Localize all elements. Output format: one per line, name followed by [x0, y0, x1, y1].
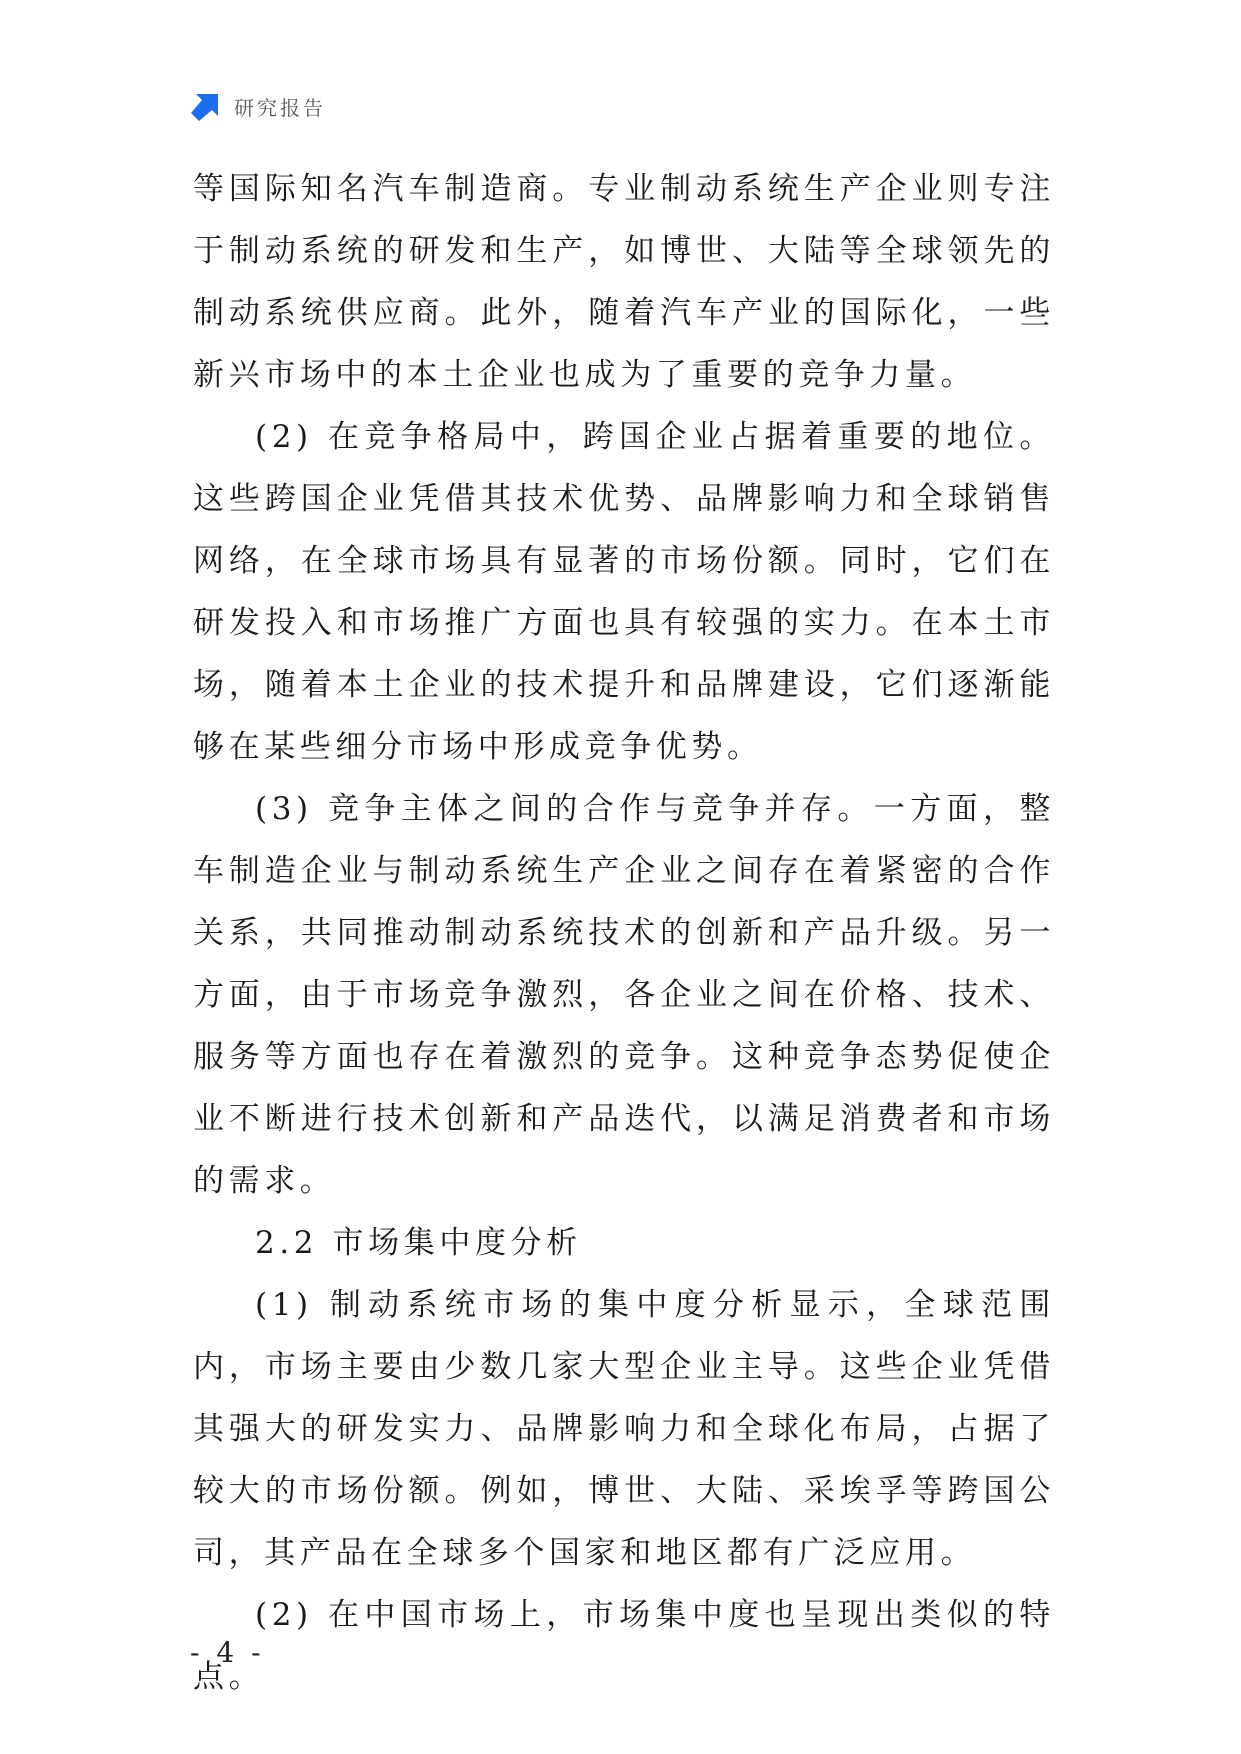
paragraph-cooperation-competition: (3) 竞争主体之间的合作与竞争并存。一方面，整车制造企业与制动系统生产企业之间存在着紧密的合作关系，共同推动制动系统技术的创新和产品升级。另一方面，由于市场竞争激烈，各企业之间在价格、技术、服务等方面也存在着激烈的竞争。这种竞争态势促使企业不断进行技术创新和产品迭代，以满足消费者和市场的需求。 [193, 791, 1055, 1199]
page-number: - 4 - [190, 1636, 265, 1669]
paragraph-competition-landscape: (2) 在竞争格局中，跨国企业占据着重要的地位。这些跨国企业凭借其技术优势、品牌影响力和全球销售网络，在全球市场具有显著的市场份额。同时，它们在研发投入和市场推广方面也具有较强的实力。在本土市场，随着本土企业的技术提升和品牌建设，它们逐渐能够在某些细分市场中形成竞争优势。 [193, 419, 1055, 765]
arrow-up-right-icon [190, 90, 222, 122]
report-header [190, 88, 326, 124]
section-heading-market-concentration: 2.2 市场集中度分析 [255, 1225, 582, 1261]
paragraph-global-concentration: (1) 制动系统市场的集中度分析显示，全球范围内，市场主要由少数几家大型企业主导。这些企业凭借其强大的研发实力、品牌影响力和全球化布局，占据了较大的市场份额。例如，博世、大陆、采埃孚等跨国公司，其产品在全球多个国家和地区都有广泛应用。 [193, 1287, 1055, 1571]
header-title: 研究报告 [234, 95, 326, 120]
paragraph-china-market: (2) 在中国市场上，市场集中度也呈现出类似的特点。 [193, 1597, 1055, 1695]
paragraph-continuation: 等国际知名汽车制造商。专业制动系统生产企业则专注于制动系统的研发和生产，如博世、大陆等全球领先的制动系统供应商。此外，随着汽车产业的国际化，一些新兴市场中的本土企业也成为了重要的竞争力量。 [193, 171, 1055, 393]
document-body [193, 158, 1055, 1708]
